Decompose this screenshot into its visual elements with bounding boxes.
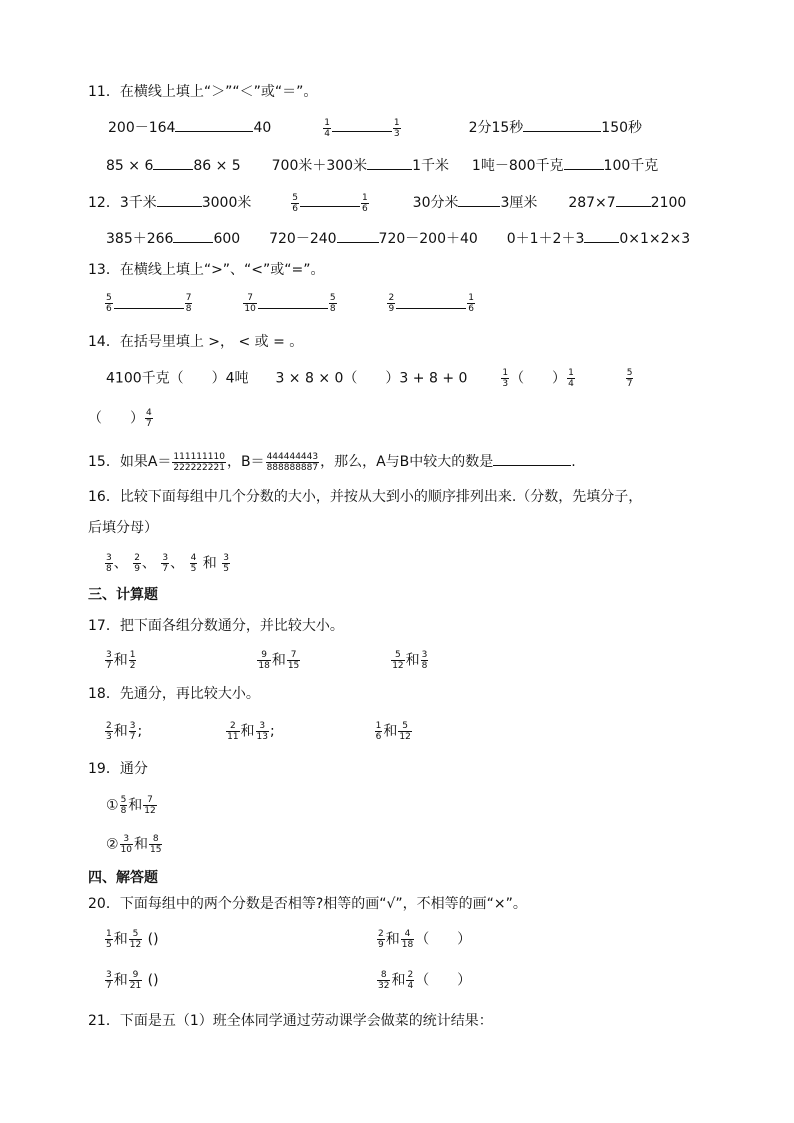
q11-expr: 2分15秒 (468, 120, 524, 136)
and-word: 和 (385, 931, 400, 948)
fraction: $\frac{3}{7}$ (129, 721, 136, 742)
q19-item2 (106, 834, 163, 855)
and-word: 和 (271, 652, 286, 669)
q20-row1-left (104, 929, 159, 950)
q14-expr-a: 4100千克（ ）4吨 (106, 370, 249, 387)
q11-title: 11．在横线上填上“＞”“＜”或“＝”。 (88, 84, 318, 100)
fraction: $\frac{3}{10}$ (120, 834, 133, 855)
q11-row1 (108, 117, 642, 139)
and-word: 和 (113, 972, 128, 989)
fraction: $\frac{2}{9}$ (388, 293, 395, 314)
fraction: $\frac{2}{4}$ (407, 970, 414, 991)
fraction: $\frac{1}{4}$ (324, 117, 330, 139)
fraction: $\frac{111111110}{222222221}$ (173, 451, 225, 473)
fraction: $\frac{7}{15}$ (287, 650, 300, 671)
q11-expr: 40 (253, 120, 272, 136)
fraction: $\frac{7}{12}$ (144, 795, 156, 816)
answer-blank[interactable] (114, 308, 184, 309)
q16-line2: 后填分母） (88, 520, 158, 536)
fraction: $\frac{4}{5}$ (190, 553, 197, 574)
separator: ; (270, 723, 275, 740)
separator: 、 (170, 555, 185, 572)
q12-row1 (88, 192, 686, 214)
answer-blank[interactable] (493, 451, 571, 466)
answer-blank[interactable] (332, 117, 392, 132)
q18-pairs (104, 721, 413, 742)
fraction: $\frac{9}{18}$ (258, 650, 270, 671)
fraction: $\frac{3}{7}$ (106, 970, 112, 991)
fraction: $\frac{1}{2}$ (129, 650, 136, 671)
fraction: $\frac{5}{6}$ (292, 192, 299, 214)
answer-blank[interactable] (175, 117, 253, 132)
q12-expr: 0＋1＋2＋3 (506, 231, 585, 247)
and-word: 和 (113, 652, 128, 669)
section-heading-calc: 三、计算题 (88, 587, 158, 603)
q15-line (88, 451, 576, 473)
q20-title: 20．下面每组中的两个分数是否相等?相等的画“√”，不相等的画“×”。 (88, 896, 527, 912)
and-word: 和 (383, 723, 398, 740)
q12-expr: 385＋266 (106, 231, 174, 247)
q12-expr: 720－240 (269, 231, 337, 247)
answer-blank[interactable] (564, 155, 604, 170)
q19-item1 (106, 795, 158, 816)
q12-row2 (106, 228, 690, 249)
fraction: $\frac{3}{13}$ (256, 721, 268, 742)
q18-title: 18．先通分，再比较大小。 (88, 686, 260, 702)
answer-paren[interactable]: () (147, 931, 159, 948)
fraction: $\frac{5}{12}$ (399, 721, 411, 742)
fraction: $\frac{1}{4}$ (568, 368, 574, 389)
section-heading-answer: 四、解答题 (88, 870, 158, 886)
q11-expr: 100千克 (603, 158, 659, 174)
q12-expr: 3厘米 (500, 195, 538, 211)
q14-title: 14．在括号里填上 >， < 或 = 。 (88, 334, 304, 350)
and-word: 和 (405, 652, 420, 669)
fraction: $\frac{5}{8}$ (329, 293, 336, 314)
q13-title: 13．在横线上填上“>”、“<”或“=”。 (88, 262, 325, 278)
answer-blank[interactable] (153, 155, 193, 170)
answer-paren[interactable]: （ ） (88, 410, 144, 427)
answer-blank[interactable] (396, 308, 466, 309)
q13-row (104, 293, 476, 314)
fraction: $\frac{1}{6}$ (375, 721, 382, 742)
fraction: $\frac{1}{3}$ (393, 117, 400, 139)
answer-blank[interactable] (300, 192, 360, 207)
answer-blank[interactable] (337, 228, 379, 243)
answer-paren[interactable]: （ ） (415, 931, 472, 948)
fraction: $\frac{8}{15}$ (150, 834, 162, 855)
q16-fractions (104, 553, 231, 574)
answer-paren[interactable]: （ ） (415, 972, 472, 989)
answer-blank[interactable] (157, 192, 202, 207)
fraction: $\frac{444444443}{888888887}$ (266, 451, 319, 473)
q14-row2 (88, 408, 154, 429)
q12-expr: 0×1×2×3 (619, 231, 691, 247)
q15-text: ，B＝ (226, 454, 265, 470)
q11-expr: 700米＋300米 (271, 158, 368, 174)
answer-blank[interactable] (258, 308, 328, 309)
and-word: 和 (134, 836, 149, 853)
fraction: $\frac{9}{21}$ (129, 970, 142, 991)
item-marker: ① (106, 797, 119, 814)
answer-blank[interactable] (367, 155, 412, 170)
fraction: $\frac{4}{7}$ (146, 408, 152, 429)
q16-line1: 16．比较下面每组中几个分数的大小，并按从大到小的顺序排列出来.（分数，先填分子， (88, 489, 643, 505)
item-marker: ② (106, 836, 119, 853)
q12-expr: 720－200＋40 (378, 231, 478, 247)
fraction: $\frac{7}{10}$ (244, 293, 256, 314)
and-word: 和 (113, 931, 128, 948)
q11-expr: 150秒 (601, 120, 643, 136)
fraction: $\frac{2}{9}$ (134, 553, 140, 574)
q15-text: ，那么，A与B中较大的数是 (320, 454, 494, 470)
fraction: $\frac{3}{8}$ (421, 650, 428, 671)
q19-title: 19．通分 (88, 761, 148, 777)
q11-row2 (106, 155, 658, 176)
fraction: $\frac{1}{3}$ (502, 368, 509, 389)
q20-row2-left (104, 970, 159, 991)
q12-expr: 30分米 (412, 195, 459, 211)
q11-expr: 1千米 (412, 158, 449, 174)
fraction: $\frac{5}{8}$ (120, 795, 127, 816)
q14-row1 (106, 368, 634, 389)
q20-row1-right (376, 929, 471, 950)
q11-expr: 200－164 (108, 120, 176, 136)
fraction: $\frac{1}{6}$ (362, 192, 368, 214)
fraction: $\frac{1}{6}$ (468, 293, 474, 314)
answer-blank[interactable] (173, 228, 213, 243)
fraction: $\frac{4}{18}$ (401, 929, 414, 950)
q12-expr: 12．3千米 (88, 195, 157, 211)
fraction: $\frac{8}{32}$ (378, 970, 390, 991)
q12-expr: 287×7 (568, 195, 616, 211)
q17-pairs (104, 650, 429, 671)
and-word: 和 (128, 797, 143, 814)
fraction: $\frac{5}{12}$ (129, 929, 142, 950)
fraction: $\frac{3}{5}$ (223, 553, 229, 574)
q21-title: 21．下面是五（1）班全体同学通过劳动课学会做菜的统计结果： (88, 1013, 493, 1029)
answer-blank[interactable] (584, 228, 619, 243)
fraction: $\frac{2}{11}$ (227, 721, 239, 742)
fraction: $\frac{5}{12}$ (392, 650, 404, 671)
and-word: 和 (240, 723, 255, 740)
and-word: 和 (391, 972, 406, 989)
answer-blank[interactable] (616, 192, 651, 207)
q15-text: . (571, 454, 576, 470)
and-word: 和 (202, 555, 217, 572)
q12-expr: 2100 (650, 195, 687, 211)
fraction: $\frac{7}{8}$ (185, 293, 192, 314)
q12-expr: 600 (213, 231, 241, 247)
separator: 、 (141, 555, 156, 572)
fraction: $\frac{3}{7}$ (106, 650, 112, 671)
q15-text: 15．如果A＝ (88, 454, 172, 470)
fraction: $\frac{3}{8}$ (106, 553, 112, 574)
fraction: $\frac{5}{7}$ (626, 368, 633, 389)
fraction: $\frac{5}{6}$ (106, 293, 112, 314)
q17-title: 17．把下面各组分数通分，并比较大小。 (88, 618, 344, 634)
q12-expr: 3000米 (201, 195, 252, 211)
fraction: $\frac{2}{9}$ (378, 929, 384, 950)
answer-blank[interactable] (458, 192, 500, 207)
q11-expr: 1吨－800千克 (471, 158, 564, 174)
fraction: $\frac{1}{5}$ (106, 929, 112, 950)
q20-row2-right (376, 970, 471, 991)
separator: 、 (113, 555, 128, 572)
answer-paren[interactable]: () (147, 972, 159, 989)
q11-expr: 85 × 6 (106, 158, 154, 174)
and-word: 和 (113, 723, 128, 740)
separator: ; (137, 723, 143, 740)
fraction: $\frac{3}{7}$ (162, 553, 169, 574)
q11-expr: 86 × 5 (193, 158, 241, 174)
answer-blank[interactable] (523, 117, 601, 132)
fraction: $\frac{2}{3}$ (106, 721, 112, 742)
answer-paren[interactable]: （ ） (510, 370, 567, 387)
q14-expr-b: 3 × 8 × 0（ ）3 + 8 + 0 (275, 370, 468, 387)
